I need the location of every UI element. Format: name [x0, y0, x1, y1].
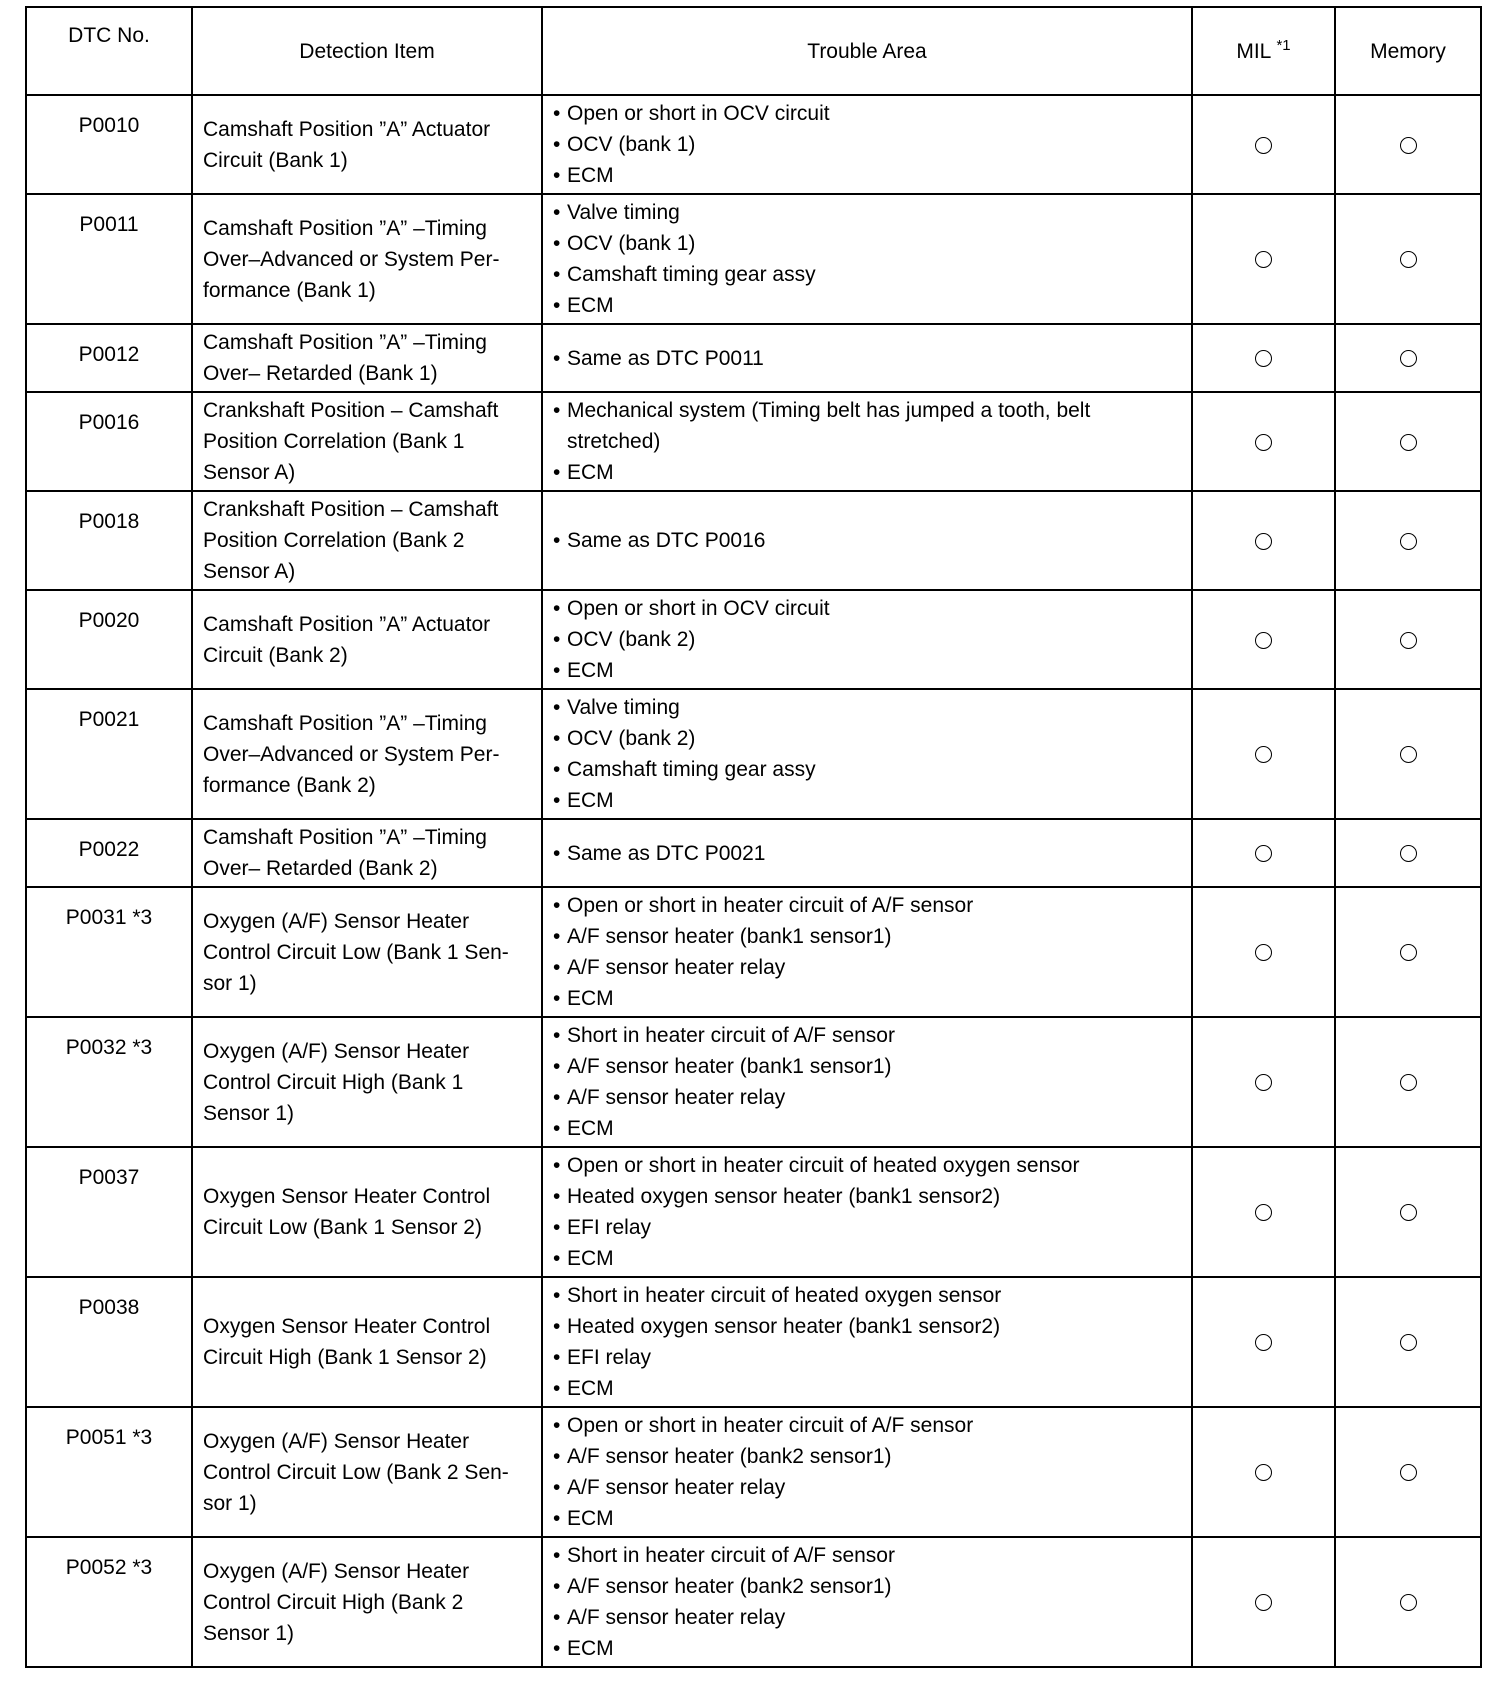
detection-item-cell: Oxygen (A/F) Sensor Heater Control Circuit High (Bank 2 Sensor 1) — [192, 1537, 542, 1667]
detection-item-cell: Oxygen (A/F) Sensor Heater Control Circuit High (Bank 1 Sensor 1) — [192, 1017, 542, 1147]
mil-cell — [1192, 392, 1335, 491]
trouble-area-item: • Heated oxygen sensor heater (bank1 sensor2) — [553, 1311, 1183, 1342]
trouble-area-item: • A/F sensor heater relay — [553, 952, 1183, 983]
trouble-area-list — [553, 692, 1183, 816]
trouble-area-item: • Open or short in heater circuit of A/F sensor — [553, 1410, 1183, 1441]
table-row — [26, 324, 1481, 392]
open-circle-icon — [1400, 350, 1417, 367]
trouble-area-list — [553, 838, 1183, 869]
mil-cell — [1192, 1277, 1335, 1407]
trouble-area-list — [553, 343, 1183, 374]
open-circle-icon — [1255, 632, 1272, 649]
detection-item-cell: Camshaft Position ”A” Actuator Circuit (Bank 2) — [192, 590, 542, 689]
trouble-area-item: • EFI relay — [553, 1212, 1183, 1243]
dtc-code-cell: P0031 *3 — [26, 887, 192, 1017]
trouble-area-cell — [542, 1407, 1192, 1537]
memory-cell — [1335, 590, 1481, 689]
trouble-area-item: • Short in heater circuit of heated oxygen sensor — [553, 1280, 1183, 1311]
table-header-row — [26, 7, 1481, 95]
trouble-area-cell — [542, 194, 1192, 324]
trouble-area-item: • Same as DTC P0016 — [553, 525, 1183, 556]
table-row — [26, 689, 1481, 819]
mil-cell — [1192, 819, 1335, 887]
trouble-area-item: • A/F sensor heater (bank1 sensor1) — [553, 921, 1183, 952]
trouble-area-item: • ECM — [553, 655, 1183, 686]
memory-cell — [1335, 194, 1481, 324]
trouble-area-list — [553, 1020, 1183, 1144]
detection-item-cell: Camshaft Position ”A” –Timing Over– Retarded (Bank 1) — [192, 324, 542, 392]
trouble-area-list — [553, 1540, 1183, 1664]
header-detection-item: Detection Item — [192, 7, 542, 95]
trouble-area-item: • ECM — [553, 160, 1183, 191]
mil-cell — [1192, 95, 1335, 194]
mil-cell — [1192, 491, 1335, 590]
table-body — [26, 95, 1481, 1667]
trouble-area-item: • ECM — [553, 290, 1183, 321]
trouble-area-item: • Heated oxygen sensor heater (bank1 sensor2) — [553, 1181, 1183, 1212]
trouble-area-item: • ECM — [553, 1503, 1183, 1534]
header-mil — [1192, 7, 1335, 95]
memory-cell — [1335, 1537, 1481, 1667]
open-circle-icon — [1400, 1074, 1417, 1091]
open-circle-icon — [1255, 533, 1272, 550]
mil-cell — [1192, 1407, 1335, 1537]
open-circle-icon — [1255, 1334, 1272, 1351]
detection-item-cell: Camshaft Position ”A” –Timing Over–Advanced or System Per-formance (Bank 1) — [192, 194, 542, 324]
detection-item-cell: Oxygen Sensor Heater Control Circuit High (Bank 1 Sensor 2) — [192, 1277, 542, 1407]
trouble-area-item: • Valve timing — [553, 197, 1183, 228]
open-circle-icon — [1255, 251, 1272, 268]
dtc-table — [25, 6, 1482, 1668]
table-row — [26, 819, 1481, 887]
trouble-area-item: • A/F sensor heater relay — [553, 1082, 1183, 1113]
open-circle-icon — [1400, 251, 1417, 268]
table-row — [26, 590, 1481, 689]
trouble-area-cell — [542, 689, 1192, 819]
detection-item-cell: Camshaft Position ”A” –Timing Over–Advanced or System Per-formance (Bank 2) — [192, 689, 542, 819]
open-circle-icon — [1255, 350, 1272, 367]
open-circle-icon — [1255, 137, 1272, 154]
trouble-area-item: • ECM — [553, 785, 1183, 816]
open-circle-icon — [1400, 632, 1417, 649]
table-row — [26, 887, 1481, 1017]
dtc-code-cell: P0020 — [26, 590, 192, 689]
open-circle-icon — [1400, 1464, 1417, 1481]
open-circle-icon — [1400, 533, 1417, 550]
trouble-area-cell — [542, 1017, 1192, 1147]
dtc-code-cell: P0018 — [26, 491, 192, 590]
trouble-area-item: • OCV (bank 2) — [553, 723, 1183, 754]
trouble-area-item: • Mechanical system (Timing belt has jumped a tooth, belt stretched) — [553, 395, 1183, 457]
open-circle-icon — [1400, 1204, 1417, 1221]
header-mil-footnote: *1 — [1276, 36, 1291, 54]
dtc-code-cell: P0037 — [26, 1147, 192, 1277]
trouble-area-item: • ECM — [553, 1113, 1183, 1144]
open-circle-icon — [1255, 1074, 1272, 1091]
dtc-code-cell: P0032 *3 — [26, 1017, 192, 1147]
memory-cell — [1335, 392, 1481, 491]
dtc-code-cell: P0051 *3 — [26, 1407, 192, 1537]
trouble-area-item: • Camshaft timing gear assy — [553, 754, 1183, 785]
trouble-area-list — [553, 1150, 1183, 1274]
header-mil-label: MIL — [1236, 39, 1271, 63]
trouble-area-item: • A/F sensor heater (bank2 sensor1) — [553, 1441, 1183, 1472]
trouble-area-list — [553, 890, 1183, 1014]
trouble-area-cell — [542, 324, 1192, 392]
memory-cell — [1335, 1407, 1481, 1537]
mil-cell — [1192, 194, 1335, 324]
open-circle-icon — [1400, 1334, 1417, 1351]
open-circle-icon — [1400, 434, 1417, 451]
detection-item-cell: Camshaft Position ”A” Actuator Circuit (Bank 1) — [192, 95, 542, 194]
open-circle-icon — [1400, 1594, 1417, 1611]
trouble-area-item: • ECM — [553, 983, 1183, 1014]
mil-cell — [1192, 590, 1335, 689]
trouble-area-item: • ECM — [553, 457, 1183, 488]
mil-cell — [1192, 1147, 1335, 1277]
trouble-area-item: • OCV (bank 2) — [553, 624, 1183, 655]
trouble-area-cell — [542, 819, 1192, 887]
trouble-area-list — [553, 395, 1183, 488]
memory-cell — [1335, 95, 1481, 194]
memory-cell — [1335, 1017, 1481, 1147]
trouble-area-list — [553, 98, 1183, 191]
trouble-area-item: • ECM — [553, 1633, 1183, 1664]
detection-item-cell: Camshaft Position ”A” –Timing Over– Retarded (Bank 2) — [192, 819, 542, 887]
trouble-area-cell — [542, 95, 1192, 194]
table-row — [26, 1407, 1481, 1537]
trouble-area-cell — [542, 590, 1192, 689]
trouble-area-item: • A/F sensor heater relay — [553, 1472, 1183, 1503]
detection-item-cell: Oxygen (A/F) Sensor Heater Control Circuit Low (Bank 2 Sen-sor 1) — [192, 1407, 542, 1537]
trouble-area-list — [553, 197, 1183, 321]
open-circle-icon — [1255, 1594, 1272, 1611]
mil-cell — [1192, 1017, 1335, 1147]
mil-cell — [1192, 324, 1335, 392]
open-circle-icon — [1255, 1464, 1272, 1481]
header-trouble-area: Trouble Area — [542, 7, 1192, 95]
trouble-area-cell — [542, 392, 1192, 491]
memory-cell — [1335, 1277, 1481, 1407]
trouble-area-item: • A/F sensor heater (bank2 sensor1) — [553, 1571, 1183, 1602]
trouble-area-item: • Valve timing — [553, 692, 1183, 723]
trouble-area-item: • Open or short in OCV circuit — [553, 593, 1183, 624]
memory-cell — [1335, 324, 1481, 392]
memory-cell — [1335, 689, 1481, 819]
table-row — [26, 1017, 1481, 1147]
table-row — [26, 392, 1481, 491]
memory-cell — [1335, 491, 1481, 590]
trouble-area-item: • Open or short in heater circuit of A/F sensor — [553, 890, 1183, 921]
header-dtc-no: DTC No. — [26, 7, 192, 95]
dtc-code-cell: P0022 — [26, 819, 192, 887]
dtc-code-cell: P0011 — [26, 194, 192, 324]
open-circle-icon — [1255, 746, 1272, 763]
trouble-area-item: • ECM — [553, 1373, 1183, 1404]
trouble-area-item: • Open or short in heater circuit of heated oxygen sensor — [553, 1150, 1183, 1181]
trouble-area-list — [553, 1280, 1183, 1404]
open-circle-icon — [1400, 944, 1417, 961]
table-row — [26, 491, 1481, 590]
dtc-code-cell: P0016 — [26, 392, 192, 491]
detection-item-cell: Oxygen (A/F) Sensor Heater Control Circuit Low (Bank 1 Sen-sor 1) — [192, 887, 542, 1017]
table-row — [26, 194, 1481, 324]
detection-item-cell: Oxygen Sensor Heater Control Circuit Low (Bank 1 Sensor 2) — [192, 1147, 542, 1277]
trouble-area-item: • A/F sensor heater relay — [553, 1602, 1183, 1633]
table-row — [26, 1277, 1481, 1407]
header-memory: Memory — [1335, 7, 1481, 95]
detection-item-cell: Crankshaft Position – Camshaft Position Correlation (Bank 1 Sensor A) — [192, 392, 542, 491]
open-circle-icon — [1255, 434, 1272, 451]
detection-item-cell: Crankshaft Position – Camshaft Position Correlation (Bank 2 Sensor A) — [192, 491, 542, 590]
open-circle-icon — [1400, 137, 1417, 154]
mil-cell — [1192, 689, 1335, 819]
open-circle-icon — [1255, 845, 1272, 862]
trouble-area-item: • Same as DTC P0011 — [553, 343, 1183, 374]
memory-cell — [1335, 1147, 1481, 1277]
table-row — [26, 1147, 1481, 1277]
trouble-area-cell — [542, 887, 1192, 1017]
trouble-area-item: • Same as DTC P0021 — [553, 838, 1183, 869]
mil-cell — [1192, 1537, 1335, 1667]
dtc-code-cell: P0038 — [26, 1277, 192, 1407]
table-row — [26, 1537, 1481, 1667]
trouble-area-cell — [542, 491, 1192, 590]
trouble-area-list — [553, 1410, 1183, 1534]
trouble-area-list — [553, 525, 1183, 556]
trouble-area-item: • OCV (bank 1) — [553, 129, 1183, 160]
open-circle-icon — [1400, 746, 1417, 763]
trouble-area-item: • Short in heater circuit of A/F sensor — [553, 1020, 1183, 1051]
trouble-area-cell — [542, 1147, 1192, 1277]
memory-cell — [1335, 819, 1481, 887]
open-circle-icon — [1400, 845, 1417, 862]
mil-cell — [1192, 887, 1335, 1017]
trouble-area-item: • EFI relay — [553, 1342, 1183, 1373]
open-circle-icon — [1255, 1204, 1272, 1221]
dtc-code-cell: P0010 — [26, 95, 192, 194]
dtc-code-cell: P0012 — [26, 324, 192, 392]
trouble-area-item: • Camshaft timing gear assy — [553, 259, 1183, 290]
trouble-area-cell — [542, 1277, 1192, 1407]
trouble-area-item: • A/F sensor heater (bank1 sensor1) — [553, 1051, 1183, 1082]
dtc-code-cell: P0052 *3 — [26, 1537, 192, 1667]
trouble-area-item: • OCV (bank 1) — [553, 228, 1183, 259]
dtc-code-cell: P0021 — [26, 689, 192, 819]
table-row — [26, 95, 1481, 194]
trouble-area-item: • Open or short in OCV circuit — [553, 98, 1183, 129]
trouble-area-list — [553, 593, 1183, 686]
trouble-area-item: • Short in heater circuit of A/F sensor — [553, 1540, 1183, 1571]
memory-cell — [1335, 887, 1481, 1017]
trouble-area-cell — [542, 1537, 1192, 1667]
trouble-area-item: • ECM — [553, 1243, 1183, 1274]
open-circle-icon — [1255, 944, 1272, 961]
